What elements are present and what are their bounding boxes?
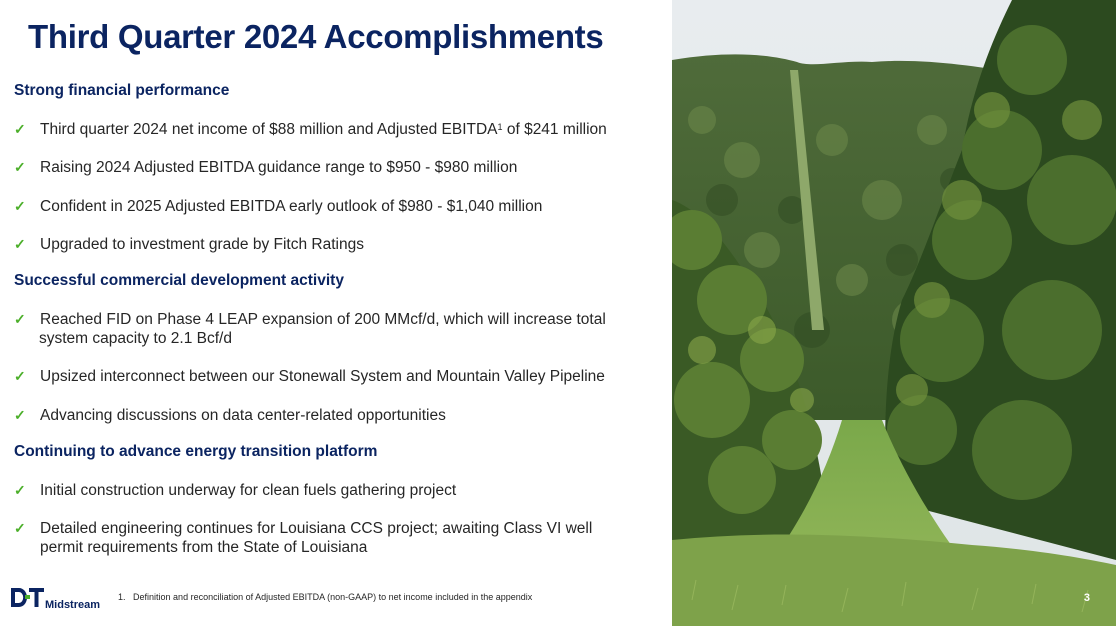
list-item [14,367,654,386]
bullet-text: Raising 2024 Adjusted EBITDA guidance range to $950 - $980 million [40,159,518,176]
bullet-text-line1: Detailed engineering continues for Louisiana CCS project; awaiting Class VI well [40,520,593,537]
footnote [118,592,532,602]
bullet-text: Advancing discussions on data center-related opportunities [40,407,446,424]
bullet-text: Third quarter 2024 net income of $88 million and Adjusted EBITDA [40,121,498,138]
bullet-text-after: of $241 million [502,121,607,138]
dt-midstream-logo [10,586,106,614]
bullet-text-line2: system capacity to 2.1 Bcf/d [39,330,232,347]
list-item [14,197,654,216]
bullet-text-line2: permit requirements from the State of Louisiana [40,539,368,556]
section-heading-commercial: Successful commercial development activity [14,272,344,289]
bullet-text: Initial construction underway for clean fuels gathering project [40,482,457,499]
bullet-text: Upgraded to investment grade by Fitch Ratings [40,236,364,253]
check-icon: ✓ [14,520,26,536]
list-item [14,158,654,177]
check-icon: ✓ [14,159,26,175]
section-heading-energy-transition: Continuing to advance energy transition platform [14,443,378,460]
bullet-text-line1: Reached FID on Phase 4 LEAP expansion of 200 MMcf/d, which will increase total [40,311,606,328]
list-item [14,481,654,500]
bullet-text: Upsized interconnect between our Stonewall System and Mountain Valley Pipeline [40,368,605,385]
slide-title: Third Quarter 2024 Accomplishments [28,18,604,55]
check-icon: ✓ [14,407,26,423]
list-item [14,406,654,425]
list-item [14,519,654,557]
accomplishments-content [14,80,654,557]
check-icon: ✓ [14,121,26,137]
footnote-number: 1. [118,592,126,602]
forest-landscape-image [672,0,1116,626]
check-icon: ✓ [14,236,26,252]
bullet-text: Confident in 2025 Adjusted EBITDA early outlook of $980 - $1,040 million [40,198,543,215]
footnote-ref: 1 [497,122,503,132]
list-item [14,310,654,348]
check-icon: ✓ [14,368,26,384]
logo-text: Midstream [45,599,101,611]
list-item [14,235,654,254]
list-item [14,120,654,139]
check-icon: ✓ [14,198,26,214]
check-icon: ✓ [14,482,26,498]
section-heading-financial: Strong financial performance [14,82,230,99]
check-icon: ✓ [14,311,26,327]
page-number: 3 [1083,592,1090,604]
pipeline-corridor-photo [672,0,1116,626]
footnote-text: Definition and reconciliation of Adjusted EBITDA (non-GAAP) to net income included in the appendix [133,592,533,602]
